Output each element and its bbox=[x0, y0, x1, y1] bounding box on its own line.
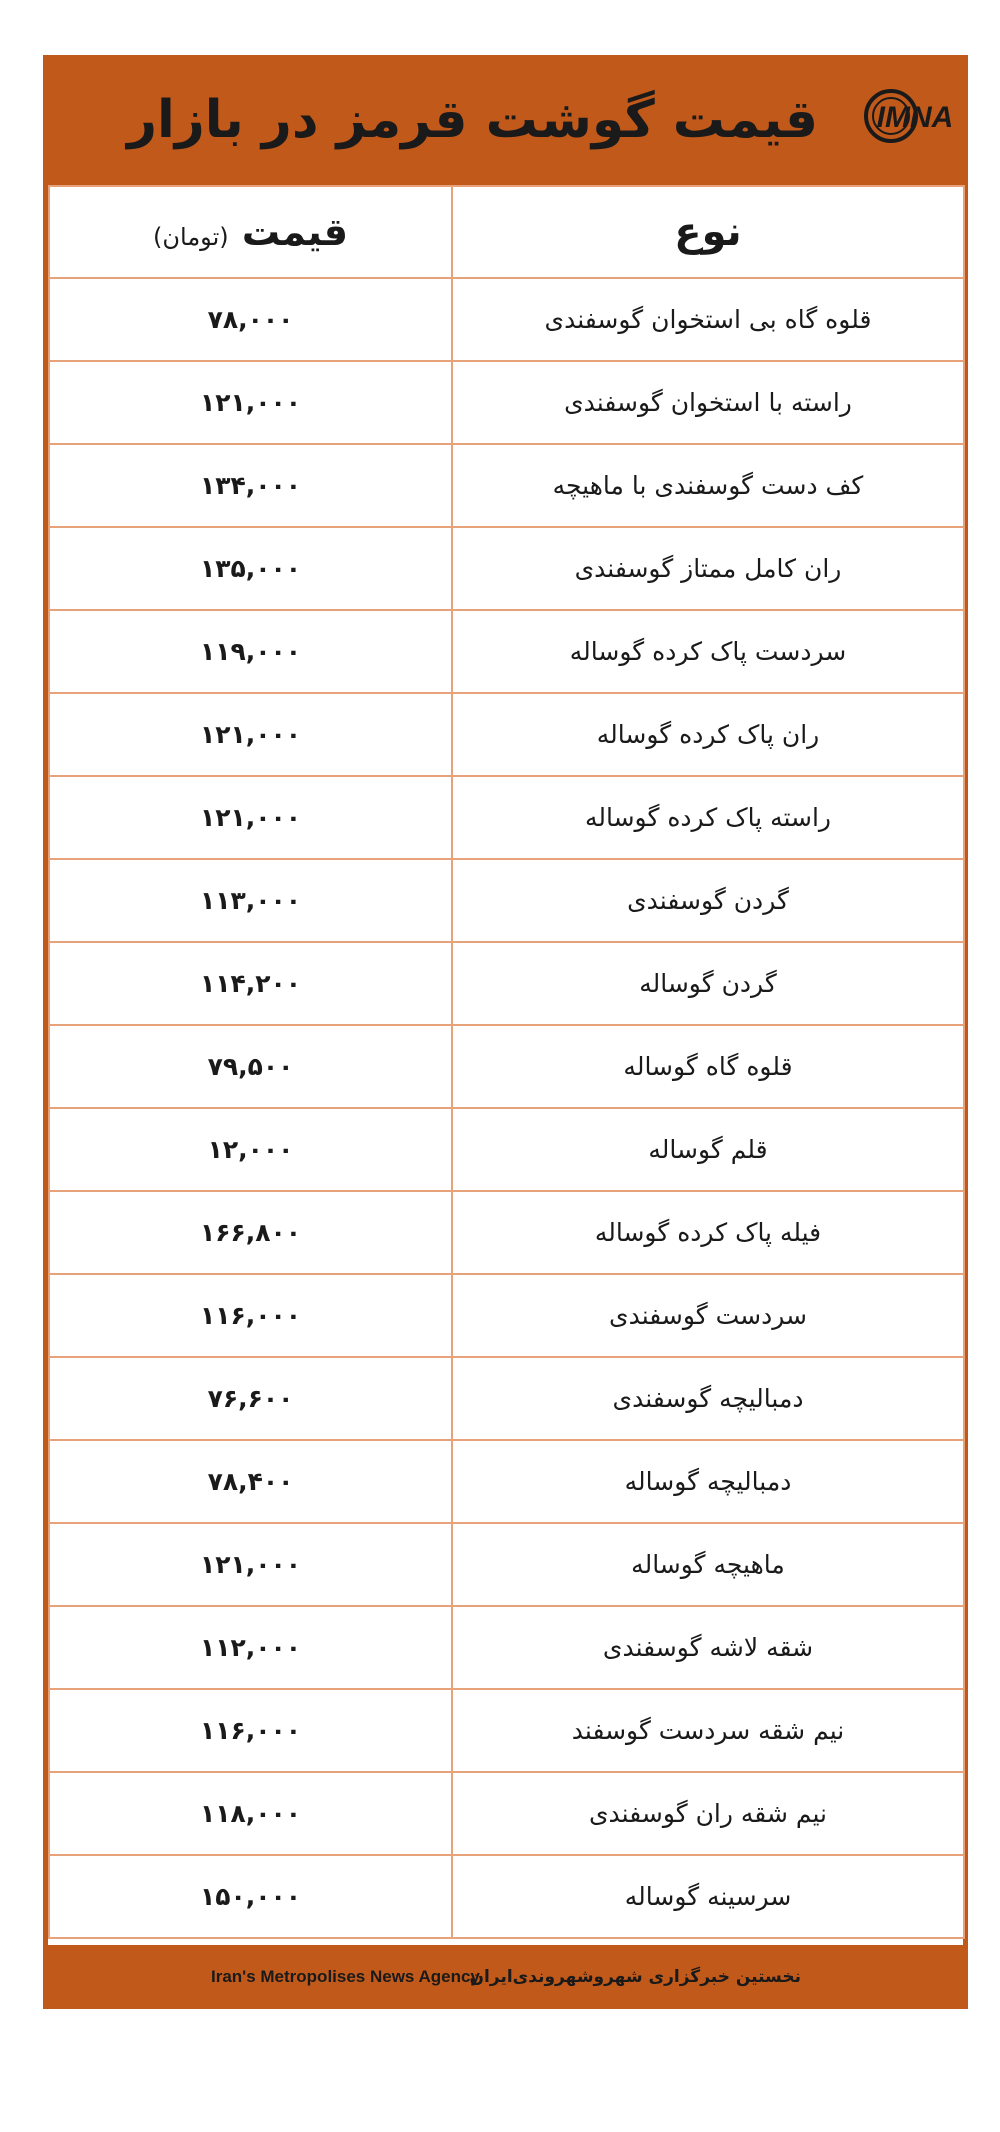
meat-type-cell: ران کامل ممتاز گوسفندی bbox=[452, 527, 964, 610]
meat-type-cell: سرسینه گوساله bbox=[452, 1855, 964, 1938]
meat-type-cell: راسته پاک کرده گوساله bbox=[452, 776, 964, 859]
table-row bbox=[49, 361, 964, 444]
price-header-label: قیمت bbox=[241, 210, 348, 254]
price-cell: ۱۱۴,۲۰۰ bbox=[49, 942, 452, 1025]
table-row bbox=[49, 1855, 964, 1938]
meat-type-cell: سردست گوسفندی bbox=[452, 1274, 964, 1357]
price-column-header bbox=[49, 186, 452, 278]
table-row bbox=[49, 1772, 964, 1855]
table-row bbox=[49, 1523, 964, 1606]
price-cell: ۱۱۶,۰۰۰ bbox=[49, 1274, 452, 1357]
table-row bbox=[49, 1357, 964, 1440]
table-row bbox=[49, 1606, 964, 1689]
meat-type-cell: قلم گوساله bbox=[452, 1108, 964, 1191]
table-row bbox=[49, 1191, 964, 1274]
meat-type-cell: نیم شقه ران گوسفندی bbox=[452, 1772, 964, 1855]
price-cell: ۱۱۹,۰۰۰ bbox=[49, 610, 452, 693]
table-row bbox=[49, 278, 964, 361]
table-row bbox=[49, 693, 964, 776]
price-cell: ۱۲۱,۰۰۰ bbox=[49, 693, 452, 776]
price-cell: ۱۳۴,۰۰۰ bbox=[49, 444, 452, 527]
table-row bbox=[49, 1689, 964, 1772]
price-cell: ۱۲,۰۰۰ bbox=[49, 1108, 452, 1191]
table-row bbox=[49, 1440, 964, 1523]
meat-type-cell: قلوه گاه گوساله bbox=[452, 1025, 964, 1108]
price-card bbox=[43, 55, 968, 2009]
type-column-header: نوع bbox=[452, 186, 964, 278]
table-header-row bbox=[49, 186, 964, 278]
price-cell: ۷۶,۶۰۰ bbox=[49, 1357, 452, 1440]
table-row bbox=[49, 1274, 964, 1357]
meat-type-cell: ران پاک کرده گوساله bbox=[452, 693, 964, 776]
page-title: قیمت گوشت قرمز در بازار bbox=[127, 90, 818, 150]
meat-type-cell: شقه لاشه گوسفندی bbox=[452, 1606, 964, 1689]
meat-type-cell: فیله پاک کرده گوساله bbox=[452, 1191, 964, 1274]
meat-type-cell: ماهیچه گوساله bbox=[452, 1523, 964, 1606]
footer-bar bbox=[43, 1945, 968, 2009]
table-row bbox=[49, 1108, 964, 1191]
price-cell: ۱۲۱,۰۰۰ bbox=[49, 776, 452, 859]
footer-persian-text: نخستین خبرگزاری شهروشهروندی‌ایران bbox=[469, 1967, 801, 1987]
header-bar bbox=[43, 55, 968, 185]
price-cell: ۱۲۱,۰۰۰ bbox=[49, 1523, 452, 1606]
footer-english-text: Iran's Metropolises News Agency bbox=[211, 1967, 480, 1986]
meat-type-cell: نیم شقه سردست گوسفند bbox=[452, 1689, 964, 1772]
table-row bbox=[49, 776, 964, 859]
price-cell: ۱۵۰,۰۰۰ bbox=[49, 1855, 452, 1938]
price-cell: ۱۱۳,۰۰۰ bbox=[49, 859, 452, 942]
meat-type-cell: کف دست گوسفندی با ماهیچه bbox=[452, 444, 964, 527]
meat-type-cell: دمبالیچه گوساله bbox=[452, 1440, 964, 1523]
price-cell: ۱۶۶,۸۰۰ bbox=[49, 1191, 452, 1274]
table-row bbox=[49, 444, 964, 527]
table-row bbox=[49, 527, 964, 610]
price-table bbox=[48, 185, 965, 1939]
price-unit-label: (تومان) bbox=[153, 223, 229, 251]
meat-type-cell: سردست پاک کرده گوساله bbox=[452, 610, 964, 693]
price-cell: ۱۱۲,۰۰۰ bbox=[49, 1606, 452, 1689]
table-row bbox=[49, 859, 964, 942]
meat-type-cell: راسته با استخوان گوسفندی bbox=[452, 361, 964, 444]
price-cell: ۷۸,۰۰۰ bbox=[49, 278, 452, 361]
imna-logo-icon bbox=[858, 83, 963, 149]
price-table-wrapper bbox=[48, 185, 963, 1945]
table-row bbox=[49, 610, 964, 693]
table-row bbox=[49, 942, 964, 1025]
logo-text: IMNA bbox=[876, 101, 954, 134]
price-cell: ۱۱۶,۰۰۰ bbox=[49, 1689, 452, 1772]
price-cell: ۱۱۸,۰۰۰ bbox=[49, 1772, 452, 1855]
price-cell: ۱۲۱,۰۰۰ bbox=[49, 361, 452, 444]
price-cell: ۱۳۵,۰۰۰ bbox=[49, 527, 452, 610]
meat-type-cell: گردن گوسفندی bbox=[452, 859, 964, 942]
table-row bbox=[49, 1025, 964, 1108]
meat-type-cell: دمبالیچه گوسفندی bbox=[452, 1357, 964, 1440]
meat-type-cell: قلوه گاه بی استخوان گوسفندی bbox=[452, 278, 964, 361]
price-cell: ۷۹,۵۰۰ bbox=[49, 1025, 452, 1108]
meat-type-cell: گردن گوساله bbox=[452, 942, 964, 1025]
price-cell: ۷۸,۴۰۰ bbox=[49, 1440, 452, 1523]
